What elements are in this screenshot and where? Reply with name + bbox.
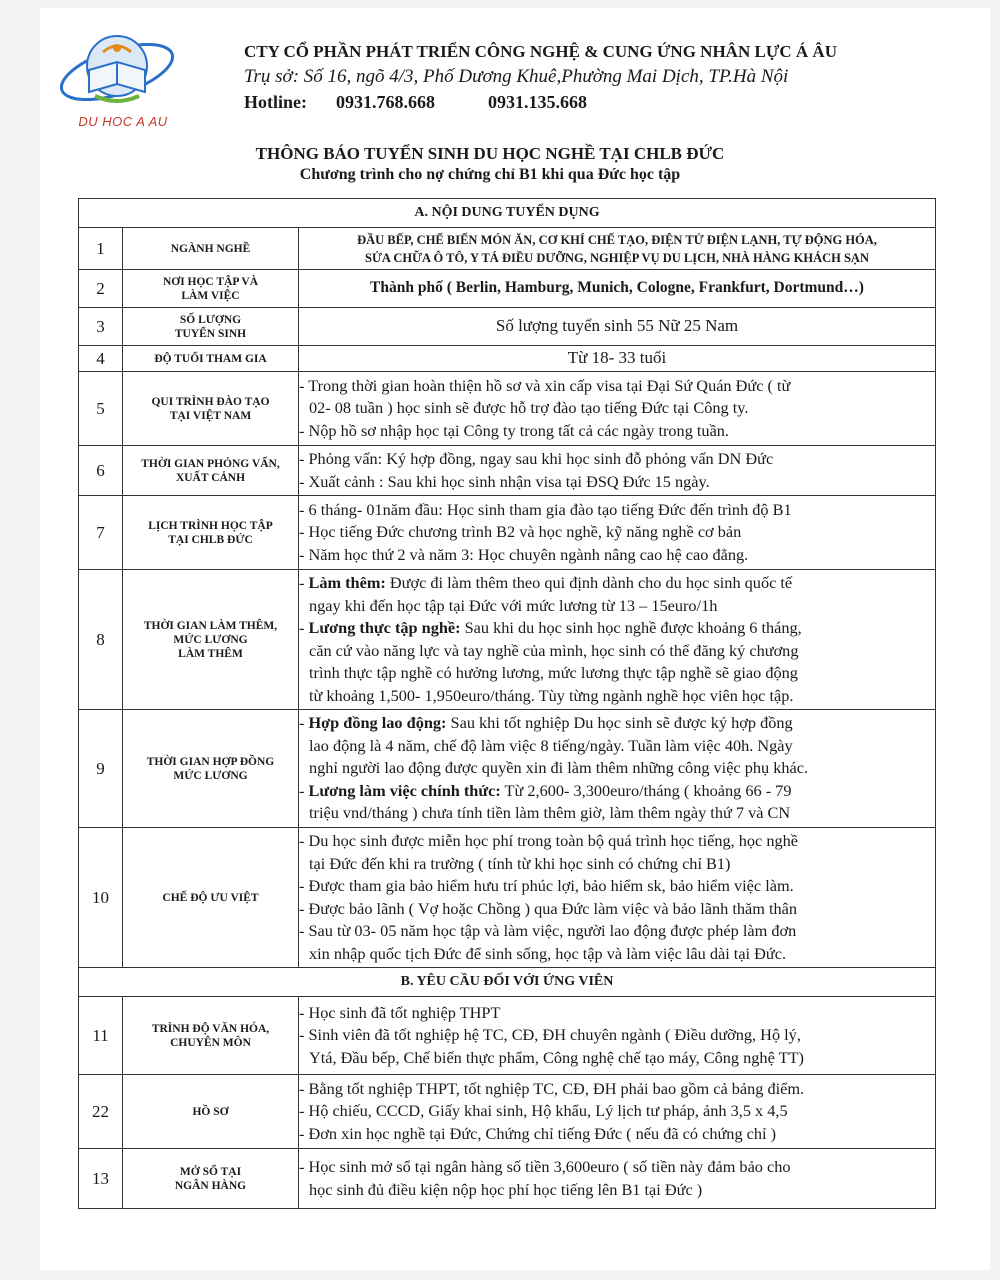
row-number: 8 xyxy=(79,570,123,710)
table-row xyxy=(79,228,936,270)
row-content xyxy=(299,710,936,828)
table-row xyxy=(79,1149,936,1209)
row-content: Từ 18- 33 tuổi xyxy=(299,346,936,372)
label-line: MỨC LƯƠNG xyxy=(173,769,248,782)
row-number: 22 xyxy=(79,1075,123,1149)
row-label: HỒ SƠ xyxy=(123,1075,299,1149)
label-line: LÀM VIỆC xyxy=(181,289,240,302)
table-row xyxy=(79,997,936,1075)
content-line: - Làm thêm: Được đi làm thêm theo qui định dành cho du học sinh quốc tế xyxy=(299,573,793,592)
content-line: - Nộp hồ sơ nhập học tại Công ty trong tất cả các ngày trong tuần. xyxy=(299,420,730,440)
content-line: SỬA CHỮA Ô TÔ, Y TÁ ĐIỀU DƯỠNG, NGHIỆP VỤ DU LỊCH, NHÀ HÀNG KHÁCH SẠN xyxy=(365,250,869,265)
content-line: - Được tham gia bảo hiểm hưu trí phúc lợi, bảo hiểm sk, bảo hiểm việc làm. xyxy=(299,876,794,895)
content-line: - Du học sinh được miễn học phí trong toàn bộ quá trình học tiếng, học nghề xyxy=(299,831,798,850)
label-line: TUYỂN SINH xyxy=(174,327,247,340)
row-label: NGÀNH NGHỀ xyxy=(123,228,299,270)
row-label xyxy=(123,710,299,828)
row-number: 6 xyxy=(79,446,123,496)
table-row xyxy=(79,446,936,496)
section-a-title: A. NỘI DUNG TUYỂN DỤNG xyxy=(79,199,936,228)
label-line: NƠI HỌC TẬP VÀ xyxy=(162,275,259,288)
row-label xyxy=(123,1149,299,1209)
row-number: 1 xyxy=(79,228,123,270)
label-line: SỐ LƯỢNG xyxy=(179,313,242,326)
label-line: THỜI GIAN HỢP ĐỒNG xyxy=(146,755,275,768)
content-text: Sau khi du học sinh học nghề được khoảng 6 tháng, xyxy=(460,618,802,637)
row-content xyxy=(299,372,936,446)
content-line: - Sau từ 03- 05 năm học tập và làm việc, người lao động được phép làm đơn xyxy=(299,921,797,940)
label-line: MỞ SỔ TẠI xyxy=(179,1165,242,1178)
content-line: học sinh đủ điều kiện nộp học phí học tiếng lên B1 tại Đức ) xyxy=(309,1179,703,1199)
row-number: 9 xyxy=(79,710,123,828)
table-row xyxy=(79,346,936,372)
row-number: 7 xyxy=(79,496,123,570)
document-subtitle: Chương trình cho nợ chứng chỉ B1 khi qua Đức học tập xyxy=(299,166,681,183)
row-number: 13 xyxy=(79,1149,123,1209)
content-line: - Bằng tốt nghiệp THPT, tốt nghiệp TC, CĐ, ĐH phải bao gồm cả bảng điểm. xyxy=(299,1078,805,1098)
content-line: - Được bảo lãnh ( Vợ hoặc Chồng ) qua Đức làm việc và bảo lãnh thăm thân xyxy=(299,898,797,918)
label-line: TẠI CHLB ĐỨC xyxy=(168,533,253,546)
content-line: - Phỏng vấn: Ký hợp đồng, ngay sau khi học sinh đỗ phỏng vấn DN Đức xyxy=(299,449,774,468)
row-number: 2 xyxy=(79,270,123,308)
label-line: NGÂN HÀNG xyxy=(174,1179,247,1192)
content-line: lao động là 4 năm, chế độ làm việc 8 tiếng/ngày. Tuần làm việc 40h. Ngày xyxy=(309,735,793,755)
row-label xyxy=(123,496,299,570)
company-logo xyxy=(55,22,185,132)
row-label: CHẾ ĐỘ ƯU VIỆT xyxy=(123,828,299,968)
row-content xyxy=(299,997,936,1075)
label-line: THỜI GIAN LÀM THÊM, xyxy=(143,619,278,632)
row-content xyxy=(299,1075,936,1149)
section-header-a xyxy=(79,199,936,228)
row-content xyxy=(299,228,936,270)
content-line: trình thực tập nghề có hưởng lương, mức lương thực tập nghề sẽ giao động xyxy=(309,663,798,682)
bold-term: Hợp đồng lao động: xyxy=(308,713,447,733)
row-number: 5 xyxy=(79,372,123,446)
company-name: CTY CỔ PHẦN PHÁT TRIỂN CÔNG NGHỆ & CUNG ỨNG NHÂN LỰC Á ÂU xyxy=(244,42,837,61)
table-row xyxy=(79,570,936,710)
content-line: triệu vnd/tháng ) chưa tính tiền làm thêm giờ, làm thêm ngày thứ 7 và CN xyxy=(309,803,791,823)
content-text: Sau khi tốt nghiệp Du học sinh sẽ được ký hợp đồng xyxy=(446,713,793,733)
label-line: LỊCH TRÌNH HỌC TẬP xyxy=(148,519,273,532)
label-line: TRÌNH ĐỘ VĂN HÓA, xyxy=(151,1022,270,1035)
content-line: nghỉ người lao động được quyền xin đi làm thêm những công việc phụ khác. xyxy=(309,758,809,778)
content-line: - Năm học thứ 2 và năm 3: Học chuyên ngành nâng cao hệ cao đẳng. xyxy=(299,544,749,564)
row-number: 10 xyxy=(79,828,123,968)
row-content: Số lượng tuyển sinh 55 Nữ 25 Nam xyxy=(299,308,936,346)
content-line: - 6 tháng- 01năm đầu: Học sinh tham gia đào tạo tiếng Đức đến trình độ B1 xyxy=(299,499,792,519)
document-title: THÔNG BÁO TUYỂN SINH DU HỌC NGHỀ TẠI CHLB ĐỨC xyxy=(255,144,725,163)
row-label xyxy=(123,446,299,496)
label-line: CHUYÊN MÔN xyxy=(170,1036,251,1049)
content-text: Được đi làm thêm theo qui định dành cho du học sinh quốc tế xyxy=(385,573,793,592)
section-b-title: B. YÊU CẦU ĐỐI VỚI ỨNG VIÊN xyxy=(79,968,936,997)
row-label xyxy=(123,997,299,1075)
recruitment-table xyxy=(78,198,936,1209)
content-line: 02- 08 tuần ) học sinh sẽ được hỗ trợ đào tạo tiếng Đức tại Công ty. xyxy=(309,398,749,418)
content-line: - Học sinh đã tốt nghiệp THPT xyxy=(299,1002,501,1022)
row-content xyxy=(299,828,936,968)
row-content: Thành phố ( Berlin, Hamburg, Munich, Cologne, Frankfurt, Dortmund…) xyxy=(299,270,936,308)
hotline xyxy=(244,92,964,113)
content-line: - Đơn xin học nghề tại Đức, Chứng chỉ tiếng Đức ( nếu đã có chứng chỉ ) xyxy=(299,1123,777,1143)
table-row xyxy=(79,372,936,446)
content-line: - Học sinh mở sổ tại ngân hàng số tiền 3,600euro ( số tiền này đảm bảo cho xyxy=(299,1157,791,1176)
row-content xyxy=(299,570,936,710)
row-label xyxy=(123,570,299,710)
logo-text: DU HOC A AU xyxy=(78,114,168,129)
content-line: căn cứ vào năng lực và tay nghề của mình, học sinh có thể đăng ký chương xyxy=(309,640,799,660)
label-line: TẠI VIỆT NAM xyxy=(169,409,252,422)
content-line: xin nhập quốc tịch Đức để sinh sống, học tập và làm việc lâu dài tại Đức. xyxy=(309,943,787,963)
section-header-b xyxy=(79,968,936,997)
table-row xyxy=(79,710,936,828)
row-label xyxy=(123,372,299,446)
row-label xyxy=(123,308,299,346)
table-row xyxy=(79,496,936,570)
table-row xyxy=(79,270,936,308)
row-content xyxy=(299,496,936,570)
row-content xyxy=(299,446,936,496)
content-line: - Học tiếng Đức chương trình B2 và học nghề, kỹ năng nghề cơ bản xyxy=(299,522,742,542)
content-line: - Xuất cảnh : Sau khi học sinh nhận visa tại ĐSQ Đức 15 ngày. xyxy=(299,471,710,491)
content-line: - Lương thực tập nghề: Sau khi du học sinh học nghề được khoảng 6 tháng, xyxy=(299,618,802,637)
hotline-label: Hotline: xyxy=(244,92,307,112)
globe-book-icon xyxy=(55,22,185,122)
content-text: Từ 2,600- 3,300euro/tháng ( khoảng 66 - 79 xyxy=(500,780,792,800)
content-line: ĐẦU BẾP, CHẾ BIẾN MÓN ĂN, CƠ KHÍ CHẾ TẠO, ĐIỆN TỬ ĐIỆN LẠNH, TỰ ĐỘNG HÓA, xyxy=(357,232,877,247)
row-number: 4 xyxy=(79,346,123,372)
bold-term: Làm thêm: xyxy=(308,573,386,592)
table-row xyxy=(79,828,936,968)
row-number: 3 xyxy=(79,308,123,346)
label-line: XUẤT CẢNH xyxy=(175,471,246,484)
content-line: tại Đức đến khi ra trường ( tính từ khi học sinh có chứng chỉ B1) xyxy=(309,853,731,873)
row-label xyxy=(123,270,299,308)
table-row xyxy=(79,1075,936,1149)
content-line: - Hộ chiếu, CCCD, Giấy khai sinh, Hộ khẩu, Lý lịch tư pháp, ảnh 3,5 x 4,5 xyxy=(299,1101,788,1121)
hotline-phone-2: 0931.135.668 xyxy=(488,92,587,112)
label-line: THỜI GIAN PHỎNG VẤN, xyxy=(141,457,280,470)
bold-term: Lương thực tập nghề: xyxy=(308,618,461,637)
content-line: - Sinh viên đã tốt nghiệp hệ TC, CĐ, ĐH chuyên ngành ( Điều dưỡng, Hộ lý, xyxy=(299,1025,801,1045)
content-line: từ khoảng 1,500- 1,950euro/tháng. Tùy từng ngành nghề học viên học tập. xyxy=(309,685,794,705)
content-line: - Lương làm việc chính thức: Từ 2,600- 3,300euro/tháng ( khoảng 66 - 79 xyxy=(299,780,792,800)
content-line: - Hợp đồng lao động: Sau khi tốt nghiệp Du học sinh sẽ được ký hợp đồng xyxy=(299,713,793,733)
row-label: ĐỘ TUỔI THAM GIA xyxy=(123,346,299,372)
company-address: Trụ sở: Số 16, ngõ 4/3, Phố Dương Khuê,Phường Mai Dịch, TP.Hà Nội xyxy=(244,66,789,87)
row-number: 11 xyxy=(79,997,123,1075)
content-line: ngay khi đến học tập tại Đức với mức lương từ 13 – 15euro/1h xyxy=(309,595,718,615)
label-line: QUI TRÌNH ĐÀO TẠO xyxy=(151,395,270,408)
label-line: LÀM THÊM xyxy=(178,647,243,660)
label-line: MỨC LƯƠNG xyxy=(173,633,248,646)
row-content xyxy=(299,1149,936,1209)
content-line: - Trong thời gian hoàn thiện hồ sơ và xin cấp visa tại Đại Sứ Quán Đức ( từ xyxy=(299,375,791,395)
bold-term: Lương làm việc chính thức: xyxy=(308,780,501,800)
hotline-phone-1: 0931.768.668 xyxy=(336,92,435,112)
table-row xyxy=(79,308,936,346)
content-line: Ytá, Đầu bếp, Chế biến thực phẩm, Công nghệ chế tạo máy, Công nghệ TT) xyxy=(309,1047,804,1067)
